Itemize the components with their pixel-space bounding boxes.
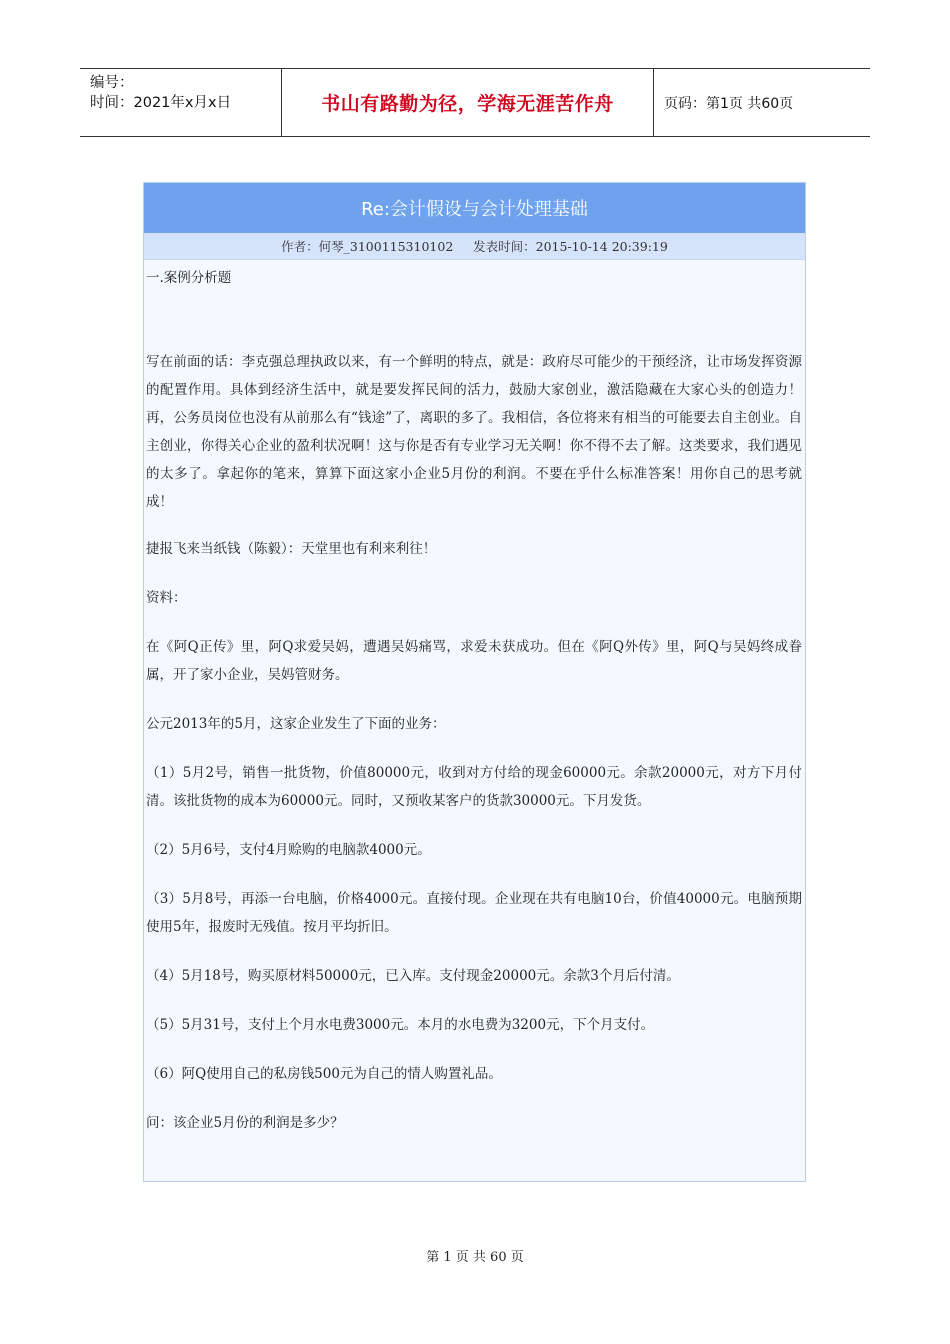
document-header (80, 68, 870, 137)
header-info (80, 69, 282, 136)
paragraph: （1）5月2号，销售一批货物，价值80000元，收到对方付给的现金60000元。余款20000元，对方下月付清。该批货物的成本为60000元。同时，又预收某客户的货款30000元。下月发货。 (146, 765, 802, 809)
paragraph: （3）5月8号，再添一台电脑，价格4000元。直接付现。企业现在共有电脑10台，价值40000元。电脑预期使用5年，报废时无残值。按月平均折旧。 (146, 891, 802, 935)
paragraph: （4）5月18号，购买原材料50000元，已入库。支付现金20000元。余款3个月后付清。 (146, 968, 680, 984)
paragraph: （2）5月6号，支付4月赊购的电脑款4000元。 (146, 842, 431, 858)
paragraph: （6）阿Q使用自己的私房钱500元为自己的情人购置礼品。 (146, 1066, 502, 1082)
post-body (144, 260, 805, 1137)
header-page-info: 页码：第1页 共60页 (664, 95, 794, 112)
paragraph: （5）5月31号，支付上个月水电费3000元。本月的水电费为3200元，下个月支付。 (146, 1017, 655, 1033)
paragraph: 在《阿Q正传》里，阿Q求爱吴妈，遭遇吴妈痛骂，求爱未获成功。但在《阿Q外传》里，阿Q与吴妈终成眷属，开了家小企业，吴妈管财务。 (146, 639, 802, 683)
time-label: 时间：2021年x月x日 (90, 95, 232, 111)
paragraph: 捷报飞来当纸钱（陈毅）：天堂里也有利来利往！ (146, 541, 437, 557)
section-heading: 一.案例分析题 (146, 270, 232, 286)
paragraph: 公元2013年的5月，这家企业发生了下面的业务： (146, 716, 446, 732)
paragraph: 写在前面的话：李克强总理执政以来，有一个鲜明的特点，就是：政府尽可能少的干预经济，让市场发挥资源的配置作用。具体到经济生活中，就是要发挥民间的活力，鼓励大家创业，激活隐藏在大家心头的创造力！再，公务员岗位也没有从前那么有“钱途”了，离职的多了。我相信，各位将来有相当的可能要去自主创业。自主创业，你得关心企业的盈利状况啊！这与你是否有专业学习无关啊！你不得不去了解。这类要求，我们遇见的太多了。拿起你的笔来，算算下面这家小企业5月份的利润。不要在乎什么标准答案！用你自己的思考就成！ (146, 354, 802, 510)
question: 问：该企业5月份的利润是多少？ (146, 1115, 344, 1131)
post-meta: 作者：何琴_3100115310102 发表时间：2015-10-14 20:39:19 (144, 233, 805, 260)
forum-post (143, 182, 806, 1182)
post-title: Re:会计假设与会计处理基础 (144, 183, 805, 233)
header-motto: 书山有路勤为径，学海无涯苦作舟 (282, 69, 654, 136)
paragraph: 资料： (146, 590, 187, 606)
page-footer: 第 1 页 共 60 页 (426, 1250, 524, 1265)
number-label: 编号： (90, 75, 134, 91)
